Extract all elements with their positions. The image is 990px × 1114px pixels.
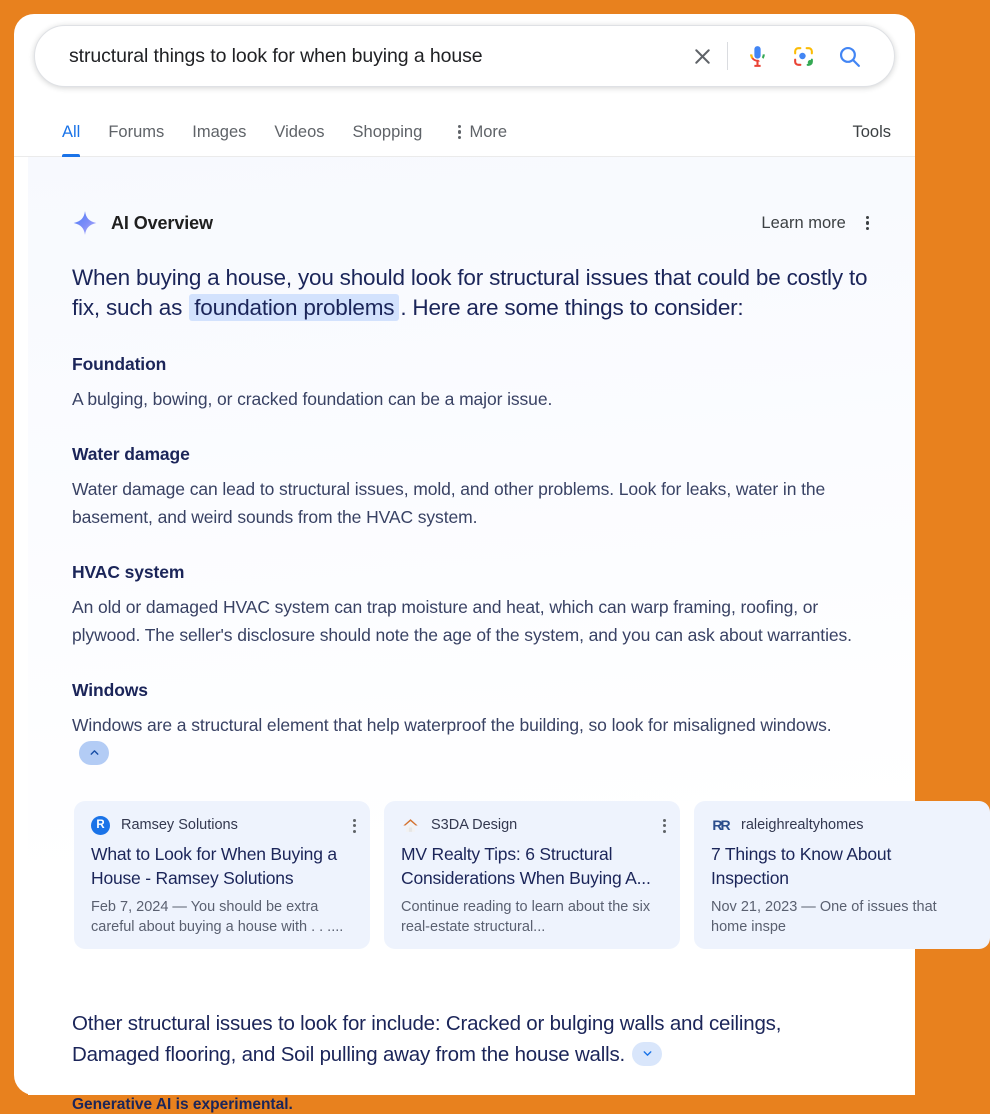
tab-videos[interactable] (260, 108, 338, 156)
chevron-down-icon (641, 1047, 654, 1060)
search-bar[interactable] (34, 25, 895, 87)
ai-overview-options-icon[interactable] (864, 212, 871, 235)
browser-page-card (14, 14, 937, 1113)
search-input[interactable] (69, 45, 679, 68)
learn-more-link[interactable]: Learn more (761, 213, 846, 232)
tab-all[interactable] (62, 108, 94, 156)
tab-forums[interactable] (94, 108, 178, 156)
ai-section-windows (72, 680, 915, 768)
raleighrealty-favicon-icon: RR (712, 817, 729, 834)
tab-more-label: More (469, 122, 508, 141)
source-card[interactable] (694, 801, 990, 949)
tools-label: Tools (852, 122, 891, 141)
source-card-title: What to Look for When Buying a House - Ramsey Solutions (91, 843, 337, 888)
clear-search-icon[interactable] (679, 33, 725, 79)
tab-shopping-label: Shopping (352, 122, 423, 141)
section-heading: Foundation (72, 354, 167, 374)
source-card-title: 7 Things to Know About Inspection (711, 843, 892, 888)
source-card-header (401, 816, 663, 835)
source-card-options-icon[interactable] (353, 819, 356, 833)
search-bar-divider (727, 42, 728, 70)
google-lens-icon[interactable] (780, 33, 826, 79)
section-body (72, 711, 865, 768)
other-text-content: Other structural issues to look for include: Cracked or bulging walls and ceilings, Damaged flooring, and Soil pulling away from the house walls. (72, 1011, 782, 1066)
source-site-name: Ramsey Solutions (121, 817, 238, 834)
ai-overview-panel (28, 157, 937, 1113)
search-nav-tabs (14, 108, 915, 157)
source-card-snippet: Feb 7, 2024 — You should be extra careful about buying a house with . . .... (91, 898, 344, 935)
ai-lead-before: When buying a house, you should look for structural issues that could be costly to fix, such as (72, 265, 868, 320)
tools-button[interactable] (852, 108, 915, 156)
ai-overview-header (72, 210, 915, 236)
chevron-up-icon (88, 746, 101, 759)
ai-overview-title: AI Overview (111, 212, 213, 233)
voice-search-icon[interactable] (734, 33, 780, 79)
source-card-options-icon[interactable] (663, 819, 666, 833)
ai-section-foundation (72, 354, 915, 413)
search-bar-actions (679, 33, 894, 79)
source-site-name: raleighrealtyhomes (741, 817, 864, 834)
section-body: An old or damaged HVAC system can trap moisture and heat, which can warp framing, roofing, or plywood. The seller's disclosure should note the age of the system, and you can ask about warranties. (72, 597, 852, 645)
source-card-snippet: Nov 21, 2023 — One of issues that home inspe (711, 898, 937, 935)
tab-all-label: All (62, 122, 81, 141)
tab-videos-label: Videos (274, 122, 325, 141)
ai-section-water-damage (72, 444, 915, 531)
ai-source-cards (72, 801, 937, 949)
tab-shopping[interactable] (339, 108, 437, 156)
ai-sparkle-icon (72, 210, 98, 236)
section-body: A bulging, bowing, or cracked foundation can be a major issue. (72, 389, 553, 409)
source-card-header (711, 816, 973, 835)
tab-images-label: Images (192, 122, 247, 141)
source-card[interactable] (74, 801, 370, 949)
section-body-text: Windows are a structural element that help waterproof the building, so look for misaligned windows. (72, 715, 832, 735)
search-submit-icon[interactable] (826, 33, 872, 79)
section-body: Water damage can lead to structural issues, mold, and other problems. Look for leaks, water in the basement, and weird sounds from the HVAC system. (72, 479, 826, 527)
source-card-header (91, 816, 353, 835)
collapse-sources-button[interactable] (79, 741, 109, 765)
tabs-group (14, 108, 521, 156)
source-card-snippet: Continue reading to learn about the six real-estate structural... (401, 898, 651, 935)
more-menu-icon (458, 125, 461, 140)
expand-more-button[interactable] (632, 1042, 662, 1066)
tab-images[interactable] (178, 108, 260, 156)
ai-lead-after: . Here are some things to consider: (400, 295, 744, 320)
tab-forums-label: Forums (108, 122, 165, 141)
ai-overview-lead (72, 263, 915, 323)
section-heading: Water damage (72, 444, 190, 464)
source-card-title: MV Realty Tips: 6 Structural Considerations When Buying A... (401, 843, 651, 888)
ai-overview-disclaimer: Generative AI is experimental. (72, 1095, 293, 1113)
section-heading: Windows (72, 680, 148, 700)
tab-more[interactable] (436, 108, 521, 156)
source-site-name: S3DA Design (431, 817, 518, 834)
section-heading: HVAC system (72, 562, 185, 582)
house-favicon-icon (401, 816, 420, 835)
search-bar-container (34, 25, 895, 87)
ai-overview-other-text (72, 1008, 915, 1070)
source-card[interactable] (384, 801, 680, 949)
ramsey-favicon-icon: R (91, 816, 110, 835)
ai-lead-highlight[interactable]: foundation problems (189, 294, 399, 321)
ai-section-hvac-system (72, 562, 915, 649)
